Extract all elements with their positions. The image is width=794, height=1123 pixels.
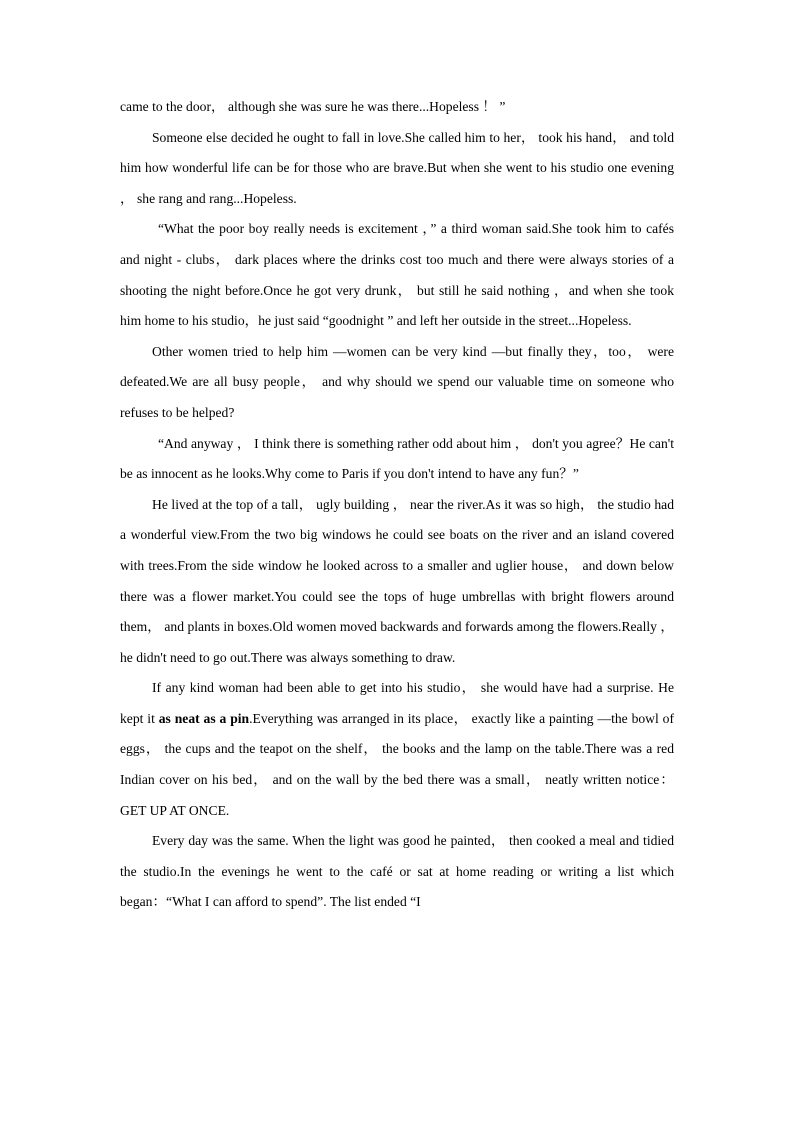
paragraph-1 (120, 92, 674, 123)
paragraph-8 (120, 826, 674, 918)
paragraph-2 (120, 123, 674, 215)
paragraph-text: Someone else decided he ought to fall in love.She called him to her， took his hand， and told him how wonderful life can be for those who are brave.But when she went to his studio one evening ， she rang and rang...Hopeless. (120, 129, 674, 206)
paragraph-text: “And anyway ， I think there is something rather odd about him ， don't you agree？He can't be as innocent as he looks.Why come to Paris if you don't intend to have any fun？” (120, 435, 674, 482)
paragraph-5 (120, 429, 674, 490)
paragraph-3 (120, 214, 674, 336)
paragraph-text: came to the door， although she was sure he was there...Hopeless ！ ” (120, 99, 506, 114)
document-page (120, 92, 674, 918)
bold-phrase: as neat as a pin (158, 710, 250, 726)
paragraph-4 (120, 337, 674, 429)
paragraph-text: If any kind woman had been able to get into his studio， she would have had a surprise. He kept it (120, 680, 674, 726)
paragraph-text: He lived at the top of a tall， ugly building ， near the river.As it was so high， the studio had a wonderful view.From the two big windows he could see boats on the river and an island covered with trees.From the side window he looked across to a smaller and uglier house， and down below there was a flower market.You could see the tops of huge umbrellas with bright flowers around them， and plants in boxes.Old women moved backwards and forwards among the flowers.Really ， he didn't need to go out.There was always something to draw. (120, 496, 674, 665)
paragraph-text: Every day was the same. When the light was good he painted， then cooked a meal and tidied the studio.In the evenings he went to the café or sat at home reading or writing a list which began：“What I can afford to spend”. The list ended “I (120, 833, 674, 910)
paragraph-text: Other women tried to help him —women can be very kind —but finally they，too， were defeated.We are all busy people， and why should we spend our valuable time on someone who refuses to be helped? (120, 343, 674, 420)
paragraph-text: .Everything was arranged in its place， exactly like a painting —the bowl of eggs， the cups and the teapot on the shelf， the books and the lamp on the table.There was a red Indian cover on his bed， and on the wall by the bed there was a small， neatly written notice： GET UP AT ONCE. (120, 710, 674, 818)
paragraph-6 (120, 490, 674, 674)
paragraph-7 (120, 673, 674, 826)
paragraph-text: “What the poor boy really needs is excitement ，” a third woman said.She took him to cafés and night - clubs， dark places where the drinks cost too much and there were always stories of a shooting the night before.Once he got very drunk， but still he said nothing ，and when she took him home to his studio，he just said “goodnight ” and left her outside in the street...Hopeless. (120, 221, 674, 329)
